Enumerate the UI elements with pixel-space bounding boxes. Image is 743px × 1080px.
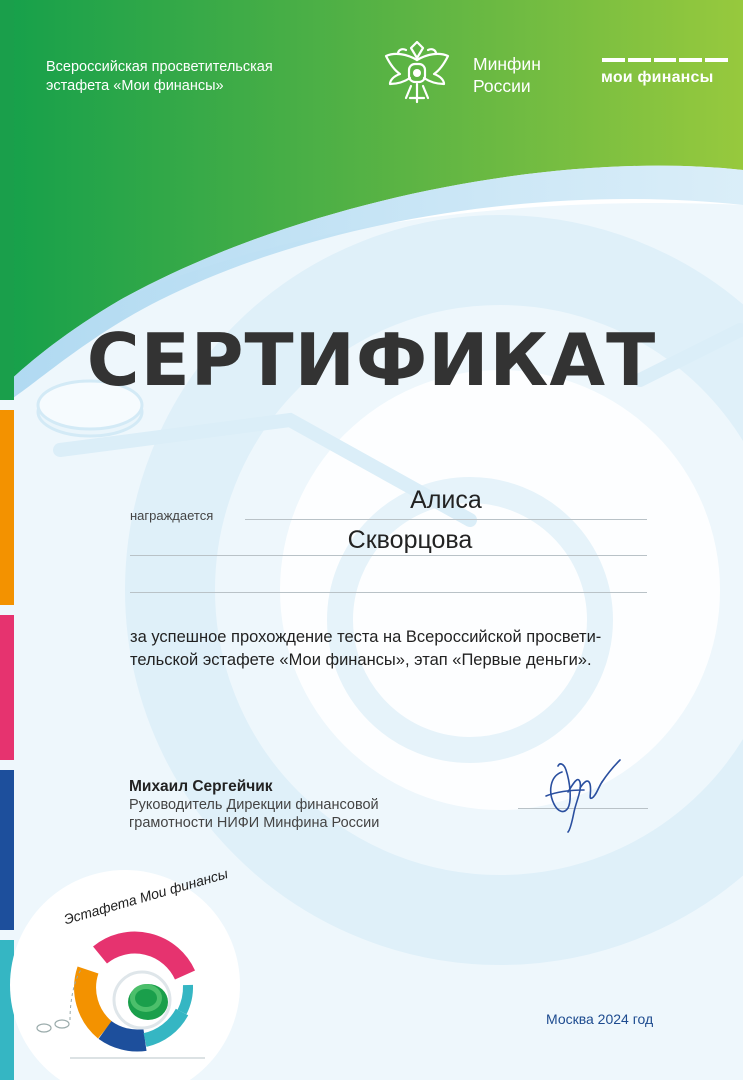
handwritten-signature xyxy=(540,752,630,836)
place-date: Москва 2024 год xyxy=(546,1011,654,1027)
underline-1 xyxy=(245,519,647,520)
brand-logo-bar xyxy=(602,58,728,62)
signer-role-line2: грамотности НИФИ Минфина России xyxy=(129,815,380,831)
certificate-title: СЕРТИФИКАТ xyxy=(86,318,657,402)
eagle-emblem-icon xyxy=(380,36,454,110)
award-reason-line2: тельской эстафете «Мои финансы», этап «Первые деньги». xyxy=(130,651,592,669)
relay-name-line1: Всероссийская просветительская xyxy=(46,59,273,75)
underline-2 xyxy=(130,555,647,556)
recipient-first-name: Алиса xyxy=(410,486,482,514)
recipient-last-name: Скворцова xyxy=(347,526,473,554)
underline-3 xyxy=(130,592,647,593)
relay-logo-text: Эстафета Мои финансы xyxy=(62,865,230,928)
signer-name: Михаил Сергейчик xyxy=(129,778,273,795)
award-reason xyxy=(130,626,730,672)
ministry-line1: Минфин xyxy=(473,54,541,74)
signer-block xyxy=(129,778,379,832)
award-reason-line1: за успешное прохождение теста на Всероссийской просвети- xyxy=(130,628,602,646)
awarded-label: награждается xyxy=(130,508,214,523)
signer-role-line1: Руководитель Дирекции финансовой xyxy=(129,797,379,813)
relay-name-line2: эстафета «Мои финансы» xyxy=(46,78,224,94)
ministry-line2: России xyxy=(473,76,531,96)
relay-name xyxy=(46,58,273,96)
brand-logo-text: мои финансы xyxy=(601,69,714,86)
ministry-name xyxy=(473,53,541,97)
relay-logo-icon xyxy=(30,900,220,1065)
